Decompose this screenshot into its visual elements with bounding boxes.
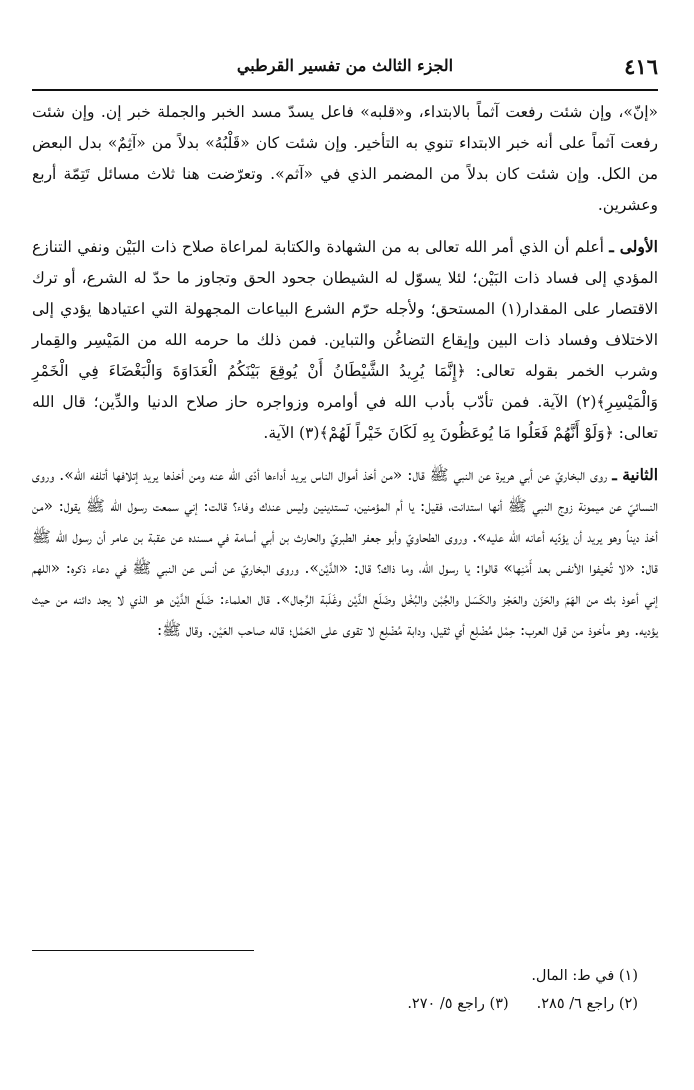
main-text bbox=[32, 96, 658, 646]
footnote-3: (٣) راجع ٥/ ٢٧٠. bbox=[407, 996, 509, 1012]
header-rule bbox=[32, 89, 658, 91]
paragraph-second-issue bbox=[32, 459, 658, 646]
paragraph-lead: الثانية ـ bbox=[612, 465, 659, 484]
footnote-2: (٢) راجع ٦/ ٢٨٥. bbox=[536, 996, 638, 1012]
page-number: ٤١٦ bbox=[624, 54, 658, 79]
paragraph-body: روى البخاريّ عن أبي هريرة عن النبي ﷺ قال: «من أخذ أموال الناس يريد أداءها أدّى الله عنه ومن أخذها يريد إتلافها أتلفه الله». وروى النسائيّ عن ميمونة زوج النبي ﷺ أنها استدانت، فقيل: يا أم المؤمنين، تستدينين وليس عندك وفاء؟ قالت: إني سمعت رسول الله ﷺ يقول: «من أخذ ديناً وهو يريد أن يؤدّيه أعانه الله عليه». وروى الطحاويّ وأبو جعفر الطبريّ والحارث بن أبي أسامة في مسنده عن عقبة بن عامر أن رسول الله ﷺ قال: «لا تُخيفوا الأنفس بعد أَمْنِها» قالوا: يا رسول الله، وما ذاك؟ قال: «الدَّيْن». وروى البخاريّ عن أنس عن النبي ﷺ في دعاء ذكره: «اللهم إني أعوذ بك من الهَمّ والحَزَن والعَجْز والكَسَل والجُبْن والبُخْل وضَلَع الدَّيْن وغَلَبة الرِّجال». قال العلماء: ضَلَع الدَّيْن هو الذي لا يجد دائنه من حيث يؤديه. وهو مأخوذ من قول العرب: حِمْل مُضْلِع أي ثقيل، ودابة مُضْلِع لا تقوى على الحَمْل؛ قاله صاحب العَيْن. وقال ﷺ: bbox=[32, 466, 658, 639]
paragraph-lead: الأولى ـ bbox=[609, 237, 658, 256]
footnote-row bbox=[78, 990, 638, 1018]
paragraph-body: أعلم أن الذي أمر الله تعالى به من الشهادة والكتابة لمراعاة صلاح ذات البَيْن ونفي التنازع المؤدي إلى فساد ذات البَيْن؛ لئلا يسوّل له الشيطان جحود الحق وتجاوز ما حدّ له الشرع، أو ترك الاقتصار على المقدار(١) المستحق؛ ولأجله حرّم الشرع البياعات المجهولة التي اعتيادها يؤدي إلى الاختلاف وفساد ذات البين وإيقاع التضاغُن والتباين. فمن ذلك ما حرمه الله من المَيْسِر والقِمار وشرب الخمر بقوله تعالى: ﴿إِنَّمَا يُرِيدُ الشَّيْطَانُ أَنْ يُوقِعَ بَيْنَكُمُ الْعَدَاوَةَ وَالْبَغْضَاءَ فِي الْخَمْرِ وَالْمَيْسِرِ﴾(٢) الآية. فمن تأدّب بأدب الله في أوامره وزواجره حاز صلاح الدنيا والدِّين؛ قال الله تعالى: ﴿وَلَوْ أَنَّهُمْ فَعَلُوا مَا يُوعَظُونَ بِهِ لَكَانَ خَيْراً لَهُمْ﴾(٣) الآية. bbox=[32, 238, 658, 442]
running-title: الجزء الثالث من تفسير القرطبي bbox=[236, 56, 454, 75]
paragraph-body: «إنّ»، وإن شئت رفعت آثماً بالابتداء، و«قلبه» فاعل يسدّ مسد الخبر والجملة خبر إن. وإن شئت رفعت آثماً على أنه خبر الابتداء تنوي به التأخير. وإن شئت كان «قَلْبُهُ» بدلاً من «آثِمٌ» بدل البعض من الكل. وإن شئت كان بدلاً من المضمر الذي في «آثم». وتعرّضت هنا ثلاث مسائل تَتِمّة أربع وعشرين. bbox=[32, 103, 658, 214]
footnote-rule bbox=[32, 950, 254, 951]
footnote-1: (١) في ط: المال. bbox=[531, 968, 638, 984]
footnote-row bbox=[78, 962, 638, 990]
paragraph-first-issue bbox=[32, 231, 658, 449]
paragraph-intro bbox=[32, 96, 658, 221]
page-header bbox=[32, 52, 658, 86]
footnotes bbox=[78, 962, 638, 1018]
